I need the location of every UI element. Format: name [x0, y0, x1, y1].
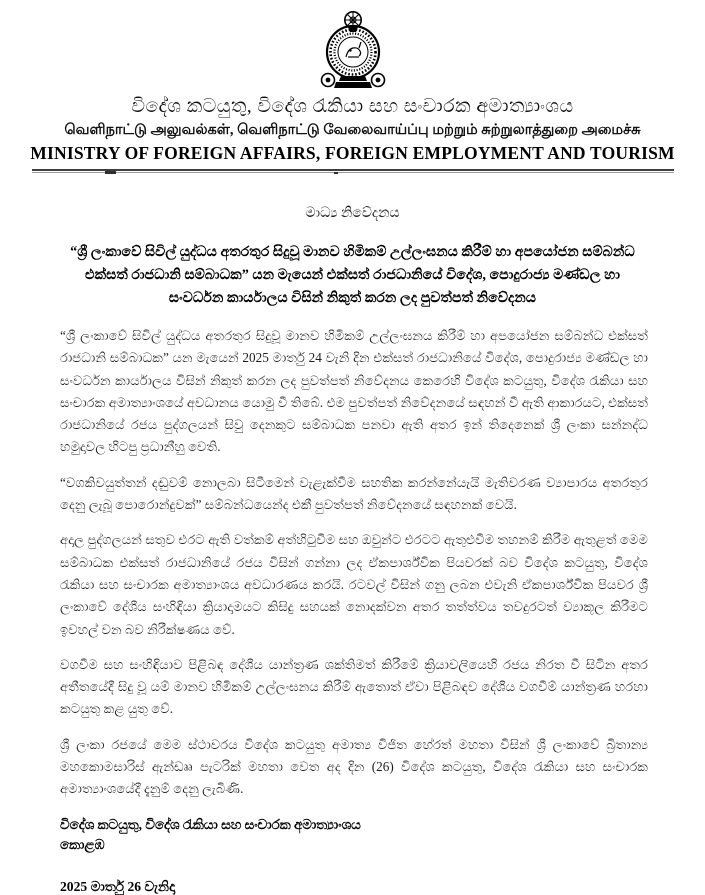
press-release-body [60, 325, 648, 801]
signature-ministry: විදේශ කටයුතු, විදේශ රැකියා සහ සංචාරක අමාත්‍යාංශය [60, 816, 361, 832]
body-paragraph: “ශ්‍රී ලංකාවේ සිවිල් යුද්ධය අතරතුර සිදුවූ මානව හිමිකම් උල්ලංඝනය කිරීම් හා අපයෝජන සම්බන්ධ එක්සත් රාජධානි සම්බාධක” යන මැයෙන් 2025 මාර්තු 24 වැනි දින එක්සත් රාජධානියේ විදේශ, පොදුරාජ්‍ය මණ්ඩල හා සංවර්ධන කාර්යාලය විසින් නිකුත් කරන ලද පුවත්පත් නිවේදනය කෙරෙහි විදේශ කටයුතු, විදේශ රැකියා සහ සංචාරක අමාත්‍යාංශයේ අවධානය යොමු වී තිබේ. එම පුවත්පත් නිවේදනයේ සඳහන් වී ඇති ආකාරයට, එක්සත් රාජධානියේ රජය පුද්ගලයන් සිවු දෙනකුට සම්බාධක පනවා ඇති අතර ඉන් තිදෙනෙක් ශ්‍රී ලංකා සන්නද්ධ හමුදාවල හිටපු ප්‍රධානීහු වෙති. [60, 328, 648, 455]
body-paragraph: අදාල පුද්ගලයන් සතුව එරට ඇති වත්කම් අත්හිටුවීම සහ ඔවුන්ට එරටට ඇතුළුවීම තහනම් කිරීම ඇතුළත් මෙම සම්බාධක එක්සත් රාජධානියේ රජය විසින් ගන්නා ලද ඒකපාර්ශ්වික පියවරක් බව විදේශ කටයුතු, විදේශ රැකියා සහ සංචාරක අමාත්‍යාංශය අවධාරණය කරයි. රටවල් විසින් ගනු ලබන එවැනි ඒකපාර්ශ්වික පියවර ශ්‍රී ලංකාවේ දේශීය සංහිඳියා ක්‍රියාදාමයට කිසිදු සහයක් නොදක්වන අතර තත්ත්වය තවදුරටත් ව්‍යාකූල කිරීමට ඉවහල් වන බව නිරීක්ෂණය වේ. [60, 532, 648, 637]
scan-artifact [105, 171, 116, 174]
emblem-container [0, 10, 705, 92]
state-emblem-icon [315, 10, 391, 92]
release-date: 2025 මාර්තු 26 වැනිදා [60, 878, 176, 894]
ministry-title-tamil: வெளிநாட்டு அலுவல்கள், வெளிநாட்டு வேலைவாய்ப்பு மற்றும் சுற்றுலாத்துறை அமைச்சு [64, 122, 641, 138]
body-paragraph: වගවීම සහ සංහිඳියාව පිළිබඳ දේශීය යාන්ත්‍රණ ශක්තිමත් කිරීමේ ක්‍රියාවලියෙහි රජය නිරත වී සිටින අතර අතීතයේදී සිදු වූ යම් මානව හිමිකම් උල්ලංඝනය කිරීම් ඇතොත් ඒවා පිළිබඳව දේශීය වගවීම් යාන්ත්‍රණ හරහා කටයුතු කළ යුතු වේ. [60, 656, 648, 717]
body-paragraph: “වගකිවයුත්තන් දඬුවම් නොලබා සිටීමෙන් වැළැක්වීම සහතික කරන්නේයැයි මැතිවරණ ව්‍යාපාරය අතරතුර දෙනු ලැබූ පොරොන්දුවක්” සම්බන්ධයෙන්ද එකී පුවත්පත් නිවේදනයේ සඳහනක් වෙයි. [60, 474, 648, 513]
letterhead [0, 0, 705, 173]
header-divider-rule [32, 169, 674, 173]
press-release-headline: “ශ්‍රී ලංකාවේ සිවිල් යුද්ධය අතරතුර සිදුවූ මානව හිමිකම් උල්ලංඝනය කිරීම් හා අපයෝජන සම්බන්ධ එක්සත් රාජධානි සම්බාධක” යන මැයෙන් එක්සත් රාජධානියේ විදේශ, පොදුරාජ්‍ය මණ්ඩල හා සංවර්ධන කාර්යාලය විසින් නිකුත් කරන ලද පුවත්පත් නිවේදනය [70, 244, 635, 306]
media-release-label: මාධ්‍ය නිවේදනය [305, 206, 400, 221]
ministry-title-sinhala: විදේශ කටයුතු, විදේශ රැකියා සහ සංචාරක අමාත්‍යාංශය [131, 96, 574, 117]
scan-artifact [334, 172, 338, 174]
signature-block [60, 815, 705, 895]
signature-city: කොළඹ [60, 836, 105, 852]
ministry-title-english: MINISTRY OF FOREIGN AFFAIRS, FOREIGN EMPLOYMENT AND TOURISM [30, 143, 675, 163]
body-paragraph: ශ්‍රී ලංකා රජයේ මෙම ස්ථාවරය විදේශ කටයුතු අමාත්‍ය විජිත හේරත් මහතා විසින් ශ්‍රී ලංකාවේ බ්‍රිතාන්‍ය මහකොමසාරිස් ඇන්ඩෲ පැටරික් මහතා වෙත අද දින (26) විදේශ කටයුතු, විදේශ රැකියා සහ සංචාරක අමාත්‍යාංශයේදී දැනුම් දෙනු ලැබිණි. [60, 736, 648, 797]
